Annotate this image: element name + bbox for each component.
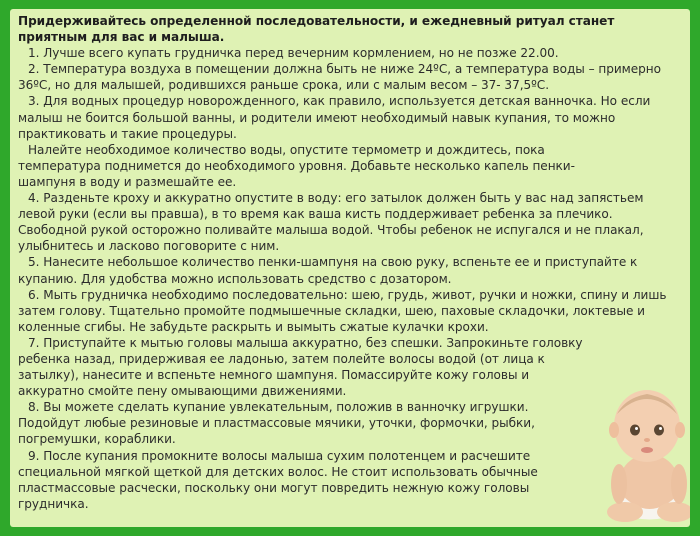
paragraph-10: 9. После купания промокните волосы малыша сухим полотенцем и расчешите специальной мягкой щеткой для детских волос. Не стоит использовать обычные пластмассовые расчески, поскольку они могут повредить нежную кожу головы грудничка.: [18, 448, 538, 511]
paragraph-6: 5. Нанесите небольшое количество пенки-шампуня на свою руку, вспеньте ее и приступайте к купанию. Для удобства можно использовать средство с дозатором.: [18, 255, 638, 286]
article-card: [10, 9, 690, 527]
paragraph-1: 1. Лучше всего купать грудничка перед вечерним кормлением, но не позже 22.00.: [28, 46, 559, 61]
article-text: [18, 13, 680, 512]
paragraph-4: Налейте необходимое количество воды, опустите термометр и дождитесь, пока температура поднимется до необходимого уровня. Добавьте несколько капель пенки-шампуня в воду и размешайте ее.: [18, 142, 575, 189]
baby-photo: [597, 384, 690, 527]
paragraph-3: 3. Для водных процедур новорожденного, как правило, используется детская ванночка. Но если малыш не боится большой ванны, и родители имеют необходимый навык купания, то можно практиковать и такие процедуры.: [18, 94, 651, 141]
paragraph-8: 7. Приступайте к мытью головы малыша аккуратно, без спешки. Запрокиньте головку ребенка назад, придерживая ее ладонью, затем полейте волосы водой (от лица к затылку), нанесите и вспеньте немного шампуня. Помассируйте кожу головы и аккуратно смойте пену омывающими движениями.: [18, 335, 583, 399]
article-title: Придерживайтесь определенной последовательности, и ежедневный ритуал станет приятным для вас и малыша.: [18, 14, 615, 45]
paragraph-9: 8. Вы можете сделать купание увлекательным, положив в ванночку игрушки. Подойдут любые резиновые и пластмассовые мячики, уточки, формочки, рыбки, погремушки, кораблики.: [18, 400, 535, 447]
paragraph-7: 6. Мыть грудничка необходимо последовательно: шею, грудь, живот, ручки и ножки, спину и лишь затем голову. Тщательно промойте подмышечные складки, шею, паховые складочки, локтевые и коленные сгибы. Не забудьте раскрыть и вымыть сжатые кулачки крохи.: [18, 287, 667, 334]
paragraph-5: 4. Разденьте кроху и аккуратно опустите в воду: его затылок должен быть у вас над запястьем левой руки (если вы правша), в то время как ваша кисть поддерживает ребенка за плечико. Свободной рукой осторожно поливайте малыша водой. Чтобы ребенок не испугался и не плакал, улыбнитесь и ласково поговорите с ним.: [18, 191, 644, 254]
paragraph-2: 2. Температура воздуха в помещении должна быть не ниже 24ºС, а температура воды – примерно 36ºС, но для малышей, родившихся раньше срока, или с малым весом – 37- 37,5ºС.: [18, 62, 661, 93]
